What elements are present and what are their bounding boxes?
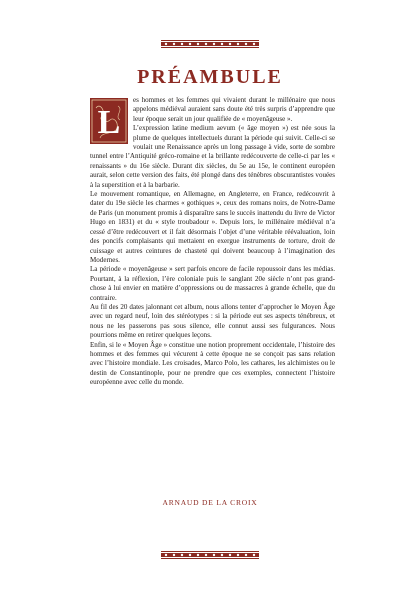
author-signature: ARNAUD DE LA CROIX <box>162 498 258 507</box>
paragraph-3: Le mouvement romantique, en Allemagne, en Angleterre, en France, redécouvrit à dater du 19e siècle les charmes « gothiques », ceux des romans noirs, de Notre-Dame de Paris (un monument promis à disparaître sans le succès inattendu du livre de Victor Hugo en 1831) et du « style troubadour ». Depuis lors, le millénaire médiéval n’a cessé d’être redécouvert et il fait désormais l’objet d’une véritable réévaluation, loin des poncifs complaisants qui mettaient en exergue instruments de torture, droit de cuissage et autres ceintures de chasteté qui doivent beaucoup à l’imagination des Modernes. <box>90 190 335 264</box>
dropcap-letter: L <box>97 104 121 141</box>
top-ornament <box>161 38 259 50</box>
page-title: PRÉAMBULE <box>137 66 283 88</box>
paragraph-2: L’expression latine medium aevum (« âge moyen ») est née sous la plume de quelques intellectuels durant la période qui suivit. Celle-ci se voulait une Renaissance après un long passage à vide, sorte de sombre tunnel entre l’Antiquité gréco-romaine et la brillante redécouverte de celle-ci par les « renaissants » du 16e siècle. Durant dix siècles, du 5e au 15e, le continent européen aurait, selon cette version des faits, été plongé dans des ténèbres obscurantistes vouées à la superstition et à la barbarie. <box>90 124 335 189</box>
preamble-text <box>90 96 335 388</box>
paragraph-5: Au fil des 20 dates jalonnant cet album, nous allons tenter d’approcher le Moyen Âge avec un regard neuf, loin des stéréotypes : si la période eut ses aspects ténébreux, et nous ne les passerons pas sous silence, elle connut aussi ses fulgurances. Nous pourrions même en retirer quelques leçons. <box>90 302 335 340</box>
dropcap-illumination <box>90 98 128 144</box>
paragraph-6: Enfin, si le « Moyen Âge » constitue une notion proprement occidentale, l’histoire des hommes et des femmes qui vécurent à cette époque ne se conçoit pas sans relation avec l’histoire mondiale. Les croisades, Marco Polo, les cathares, les alchimistes ou le destin de Constantinople, pour ne prendre que ces exemples, connectent l’histoire européenne avec celle du monde. <box>90 340 335 387</box>
paragraph-1: es hommes et les femmes qui vivaient durant le millénaire que nous appelons médiéval auraient sans doute été très surpris d’apprendre que leur époque serait un jour qualifiée de « moyenâgeuse ». <box>133 96 335 123</box>
paragraph-4: La période « moyenâgeuse » sert parfois encore de facile repoussoir dans les médias. Pourtant, à la réflexion, l’ère coloniale puis le sanglant 20e siècle n’ont pas grand-chose à lui envier en matière d’oppressions ou de massacres à grande échelle, que du contraire. <box>90 265 335 302</box>
bottom-ornament <box>161 549 259 561</box>
